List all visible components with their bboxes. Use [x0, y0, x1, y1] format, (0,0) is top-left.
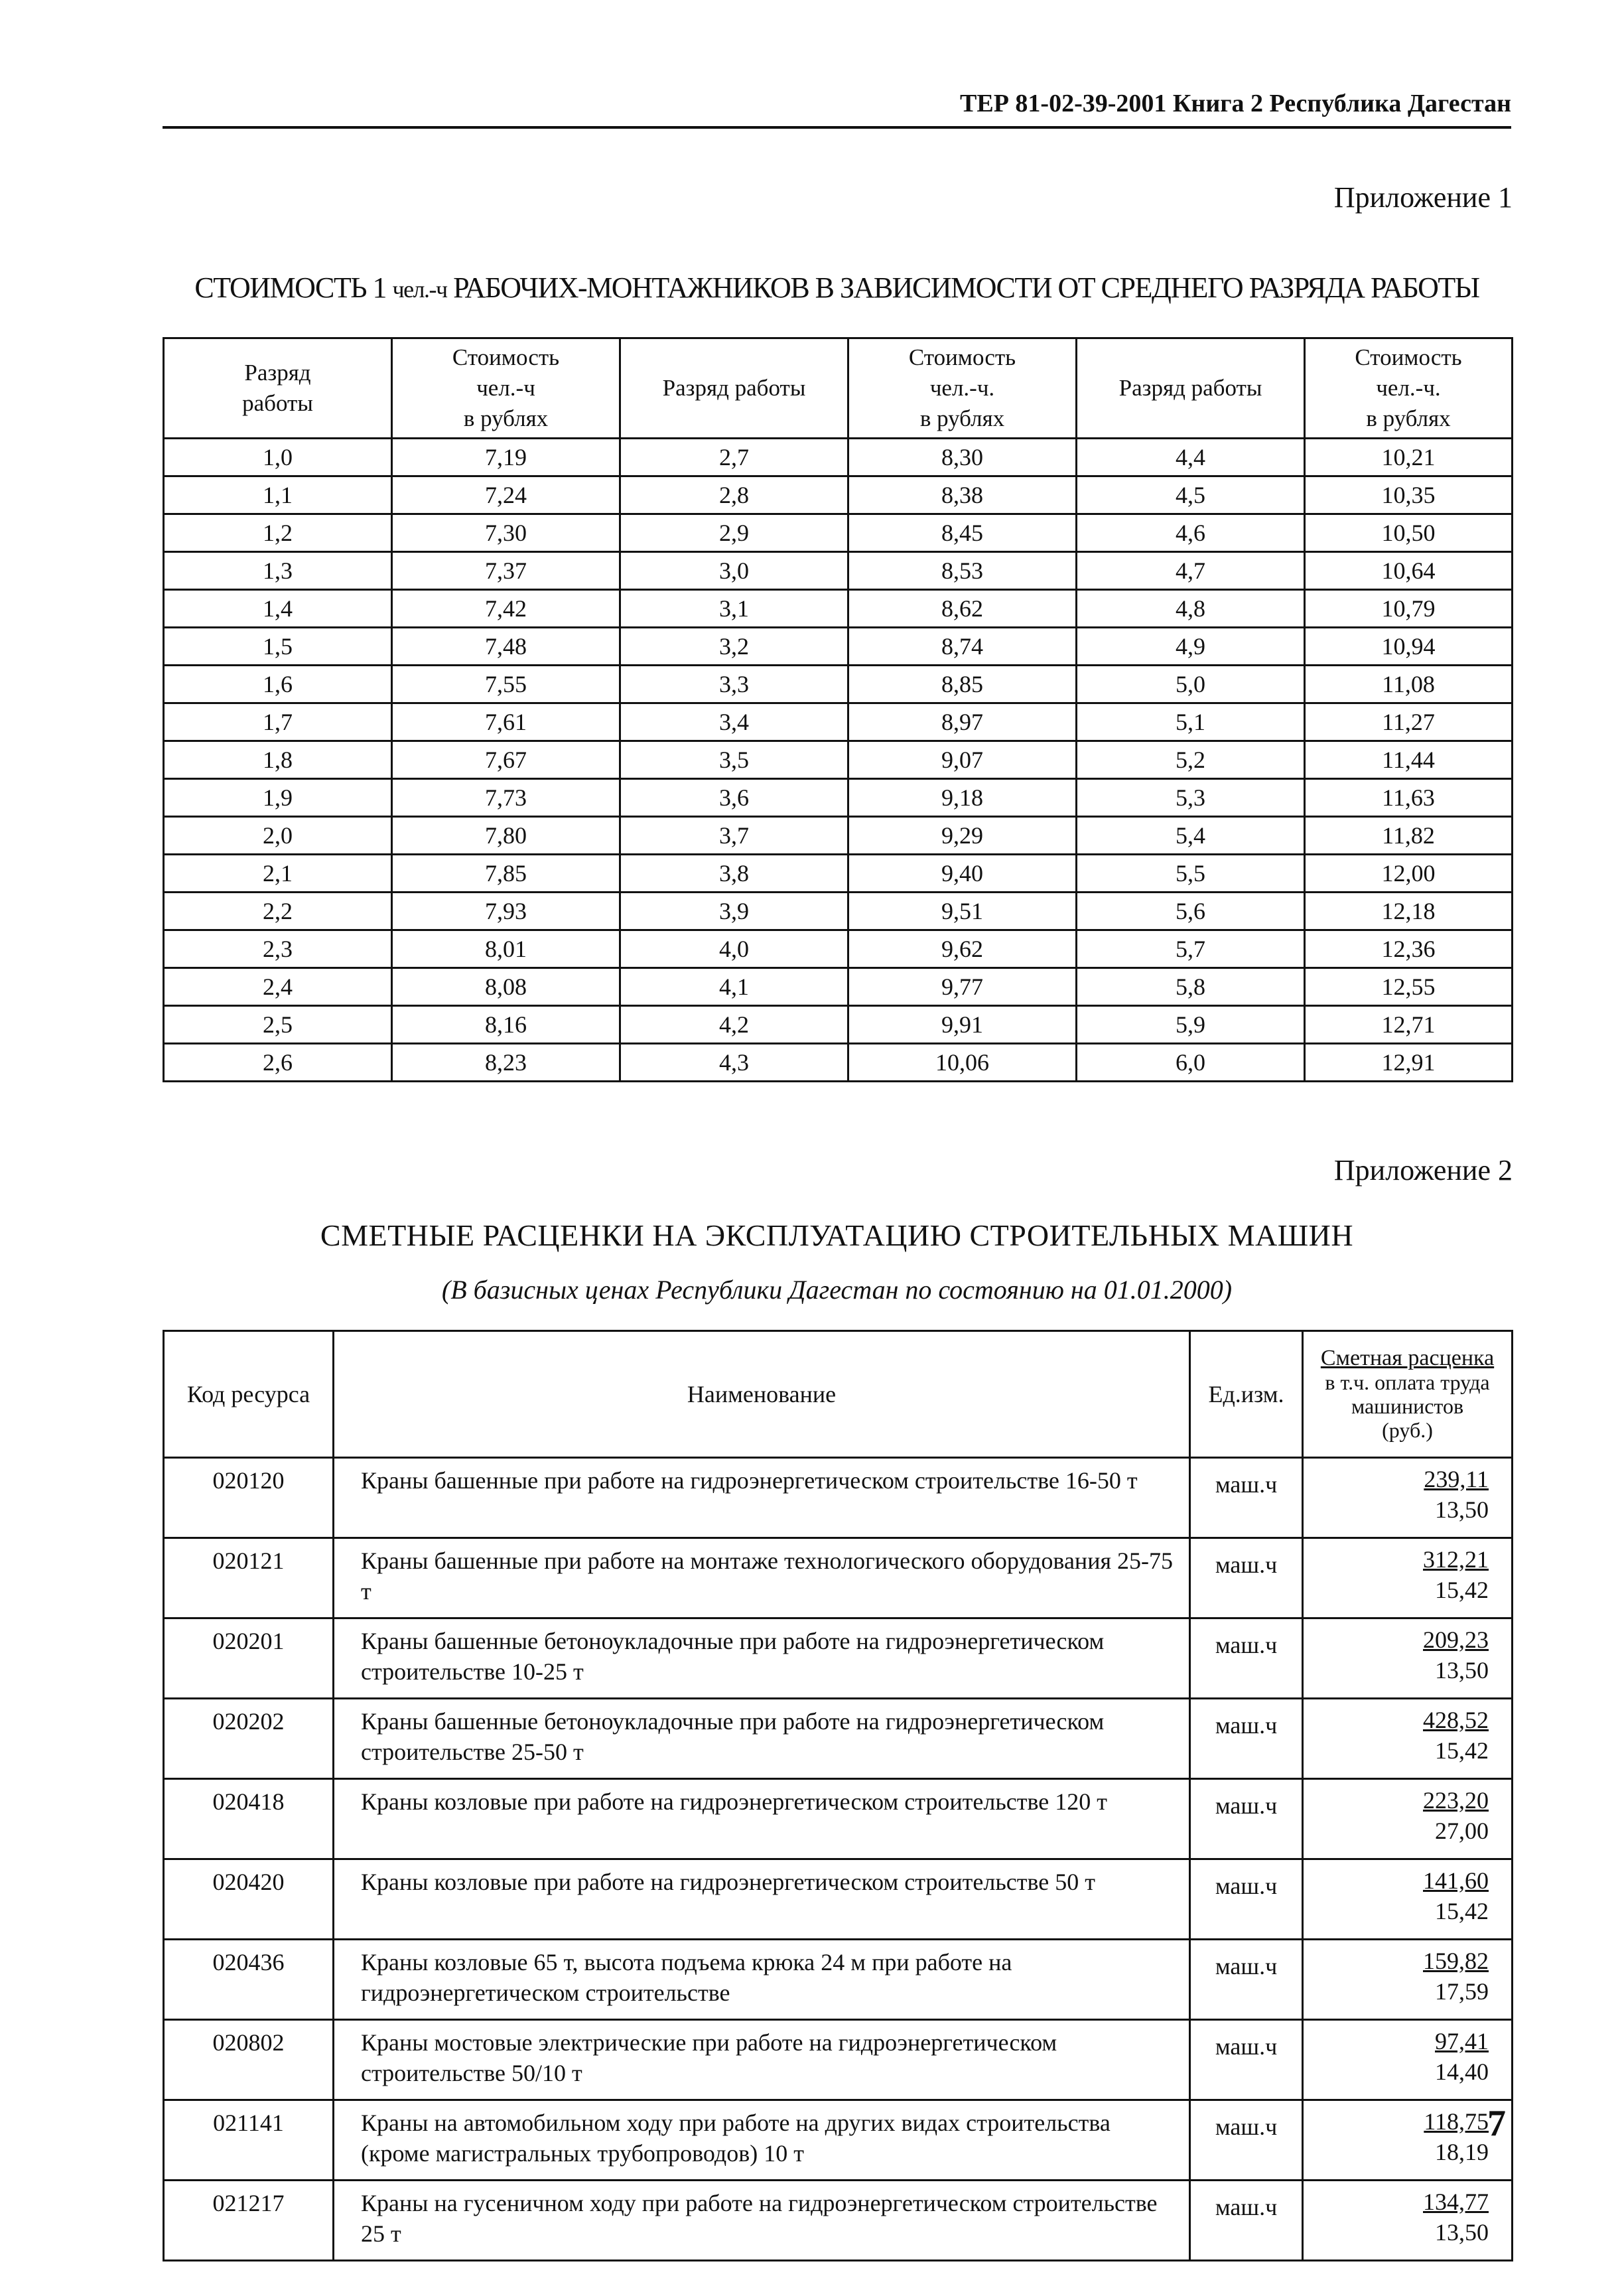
rate-price: 223,20 — [1423, 1787, 1489, 1814]
col-header-line: Стоимость — [908, 344, 1016, 370]
col-header-unit: Ед.изм. — [1190, 1331, 1303, 1458]
cost-cell: 7,19 — [392, 439, 620, 476]
cost-cell: 8,01 — [392, 930, 620, 968]
table-row — [164, 2181, 1513, 2261]
col-header-rate-title: Сметная расценка — [1320, 1346, 1495, 1370]
unit-cell: маш.ч — [1190, 2181, 1303, 2261]
col-header-line: чел.-ч — [476, 375, 535, 401]
col-header-cost — [848, 338, 1077, 439]
cost-cell: 7,48 — [392, 628, 620, 666]
table-row — [164, 1940, 1513, 2020]
resource-code-cell: 020202 — [164, 1699, 334, 1779]
table-row — [164, 1458, 1513, 1538]
resource-name-cell: Краны на автомобильном ходу при работе на других видах строительства (кроме магистральных трубопроводов) 10 т — [334, 2100, 1190, 2181]
cost-cell: 7,67 — [392, 741, 620, 779]
cost-cell: 7,61 — [392, 703, 620, 741]
grade-cell: 2,4 — [164, 968, 392, 1006]
cost-cell: 8,08 — [392, 968, 620, 1006]
grade-cell: 1,3 — [164, 552, 392, 590]
grade-cell: 1,0 — [164, 439, 392, 476]
resource-code-cell: 020121 — [164, 1538, 334, 1618]
col-header-line: в рублях — [919, 405, 1005, 431]
cost-cell: 12,00 — [1305, 855, 1513, 893]
resource-code-cell: 020120 — [164, 1458, 334, 1538]
cost-cell: 10,94 — [1305, 628, 1513, 666]
table-row — [164, 2100, 1513, 2181]
grade-cell: 4,5 — [1077, 476, 1305, 514]
grade-cell: 4,1 — [620, 968, 848, 1006]
rate-price: 209,23 — [1423, 1626, 1489, 1653]
unit-cell: маш.ч — [1190, 2020, 1303, 2100]
table-row — [164, 1006, 1513, 1044]
grade-cell: 3,0 — [620, 552, 848, 590]
rate-wage: 13,50 — [1435, 1657, 1489, 1684]
grade-cell: 4,8 — [1077, 590, 1305, 628]
cost-cell: 7,24 — [392, 476, 620, 514]
table-row — [164, 1779, 1513, 1859]
cost-cell: 7,55 — [392, 666, 620, 703]
appendix-1-title-rest: РАБОЧИХ-МОНТАЖНИКОВ В ЗАВИСИМОСТИ ОТ СРЕДНЕГО РАЗРЯДА РАБОТЫ — [446, 271, 1479, 304]
table-row — [164, 1618, 1513, 1699]
unit-cell: маш.ч — [1190, 1538, 1303, 1618]
grade-cell: 1,1 — [164, 476, 392, 514]
cost-cell: 10,21 — [1305, 439, 1513, 476]
resource-code-cell: 021217 — [164, 2181, 334, 2261]
table-row — [164, 1044, 1513, 1082]
grade-cell: 2,6 — [164, 1044, 392, 1082]
grade-cell: 2,8 — [620, 476, 848, 514]
cost-cell: 8,45 — [848, 514, 1077, 552]
cost-cell: 9,18 — [848, 779, 1077, 817]
grade-cell: 2,1 — [164, 855, 392, 893]
grade-cell: 3,4 — [620, 703, 848, 741]
appendix-2-subtitle: (В базисных ценах Республики Дагестан по состоянию на 01.01.2000) — [441, 1275, 1233, 1305]
rate-cell — [1303, 2020, 1513, 2100]
col-header-line: чел.-ч. — [929, 375, 995, 401]
cost-cell: 8,16 — [392, 1006, 620, 1044]
rate-wage: 27,00 — [1435, 1818, 1489, 1844]
grade-cell: 2,9 — [620, 514, 848, 552]
cost-cell: 11,08 — [1305, 666, 1513, 703]
resource-name-cell: Краны на гусеничном ходу при работе на гидроэнергетическом строительстве 25 т — [334, 2181, 1190, 2261]
unit-cell: маш.ч — [1190, 1618, 1303, 1699]
rate-wage: 13,50 — [1435, 2219, 1489, 2246]
grade-cell: 4,4 — [1077, 439, 1305, 476]
cost-cell: 7,85 — [392, 855, 620, 893]
grade-cell: 5,7 — [1077, 930, 1305, 968]
unit-cell: маш.ч — [1190, 1940, 1303, 2020]
table-row — [164, 476, 1513, 514]
rate-price: 118,75 — [1424, 2108, 1489, 2135]
appendix-1-label: Приложение 1 — [1333, 181, 1513, 214]
col-header-line: работы — [242, 390, 313, 416]
cost-cell: 10,35 — [1305, 476, 1513, 514]
cost-cell: 7,93 — [392, 893, 620, 930]
grade-cell: 1,8 — [164, 741, 392, 779]
cost-cell: 9,77 — [848, 968, 1077, 1006]
resource-code-cell: 020418 — [164, 1779, 334, 1859]
cost-cell: 12,36 — [1305, 930, 1513, 968]
machine-rates-header-row — [164, 1331, 1513, 1458]
appendix-1-title-prefix: СТОИМОСТЬ 1 — [194, 271, 393, 304]
grade-cell: 1,9 — [164, 779, 392, 817]
grade-cell: 2,2 — [164, 893, 392, 930]
grade-cell: 3,3 — [620, 666, 848, 703]
rate-cell — [1303, 2100, 1513, 2181]
appendix-2-label: Приложение 2 — [1333, 1154, 1513, 1186]
col-header-line: в рублях — [1366, 405, 1451, 431]
grade-cell: 5,4 — [1077, 817, 1305, 855]
cost-cell: 12,55 — [1305, 968, 1513, 1006]
grade-cell: 2,5 — [164, 1006, 392, 1044]
col-header-line: Стоимость — [452, 344, 560, 370]
table-row — [164, 2020, 1513, 2100]
col-header-grade — [164, 338, 392, 439]
page-number: 7 — [1487, 2103, 1506, 2144]
appendix-2-title: СМЕТНЫЕ РАСЦЕНКИ НА ЭКСПЛУАТАЦИЮ СТРОИТЕЛЬНЫХ МАШИН — [320, 1218, 1354, 1252]
grade-cell: 4,6 — [1077, 514, 1305, 552]
table-row — [164, 439, 1513, 476]
table-row — [164, 855, 1513, 893]
col-header-grade: Разряд работы — [620, 338, 848, 439]
grade-cell: 4,9 — [1077, 628, 1305, 666]
rate-cell — [1303, 1618, 1513, 1699]
rate-wage: 15,42 — [1435, 1737, 1489, 1764]
rate-cell — [1303, 2181, 1513, 2261]
cost-cell: 9,40 — [848, 855, 1077, 893]
rate-cell — [1303, 1859, 1513, 1940]
appendix-1-title — [163, 271, 1511, 305]
cost-cell: 9,29 — [848, 817, 1077, 855]
table-row — [164, 1538, 1513, 1618]
cost-cell: 9,91 — [848, 1006, 1077, 1044]
table-row — [164, 1699, 1513, 1779]
rate-cell — [1303, 1458, 1513, 1538]
cost-cell: 8,74 — [848, 628, 1077, 666]
rate-cell — [1303, 1940, 1513, 2020]
rate-wage: 13,50 — [1435, 1496, 1489, 1523]
rate-price: 141,60 — [1423, 1867, 1489, 1894]
grade-cell: 2,0 — [164, 817, 392, 855]
cost-cell: 10,79 — [1305, 590, 1513, 628]
col-header-code: Код ресурса — [164, 1331, 334, 1458]
col-header-grade: Разряд работы — [1077, 338, 1305, 439]
grade-cell: 2,7 — [620, 439, 848, 476]
table-row — [164, 741, 1513, 779]
rate-price: 312,21 — [1423, 1546, 1489, 1573]
col-header-line: (руб.) — [1382, 1418, 1433, 1442]
machine-rates-table — [163, 1330, 1513, 2261]
cost-cell: 8,30 — [848, 439, 1077, 476]
cost-cell: 9,51 — [848, 893, 1077, 930]
table-row — [164, 628, 1513, 666]
col-header-line: в т.ч. оплата труда — [1325, 1370, 1490, 1394]
grade-cell: 2,3 — [164, 930, 392, 968]
table-row — [164, 666, 1513, 703]
resource-code-cell: 020436 — [164, 1940, 334, 2020]
col-header-line: Разряд — [244, 360, 311, 386]
cost-cell: 11,44 — [1305, 741, 1513, 779]
grade-cell: 1,5 — [164, 628, 392, 666]
cost-cell: 7,37 — [392, 552, 620, 590]
table-row — [164, 779, 1513, 817]
cost-cell: 8,85 — [848, 666, 1077, 703]
col-header-line: машинистов — [1351, 1394, 1464, 1418]
cost-cell: 7,42 — [392, 590, 620, 628]
grade-cell: 3,7 — [620, 817, 848, 855]
cost-cell: 12,91 — [1305, 1044, 1513, 1082]
running-header — [163, 80, 1511, 129]
resource-code-cell: 021141 — [164, 2100, 334, 2181]
cost-cell: 7,30 — [392, 514, 620, 552]
col-header-line: Стоимость — [1355, 344, 1462, 370]
grade-cell: 5,1 — [1077, 703, 1305, 741]
labor-cost-header-row — [164, 338, 1513, 439]
cost-cell: 8,62 — [848, 590, 1077, 628]
grade-cell: 1,4 — [164, 590, 392, 628]
col-header-rate — [1303, 1331, 1513, 1458]
grade-cell: 5,0 — [1077, 666, 1305, 703]
grade-cell: 4,7 — [1077, 552, 1305, 590]
cost-cell: 10,64 — [1305, 552, 1513, 590]
grade-cell: 3,2 — [620, 628, 848, 666]
table-row — [164, 514, 1513, 552]
table-row — [164, 703, 1513, 741]
grade-cell: 3,8 — [620, 855, 848, 893]
grade-cell: 3,1 — [620, 590, 848, 628]
unit-cell: маш.ч — [1190, 2100, 1303, 2181]
grade-cell: 4,0 — [620, 930, 848, 968]
resource-code-cell: 020802 — [164, 2020, 334, 2100]
rate-wage: 14,40 — [1435, 2058, 1489, 2085]
cost-cell: 7,80 — [392, 817, 620, 855]
col-header-cost — [1305, 338, 1513, 439]
cost-cell: 7,73 — [392, 779, 620, 817]
col-header-name: Наименование — [334, 1331, 1190, 1458]
rate-price: 97,41 — [1435, 2028, 1489, 2054]
resource-name-cell: Краны козловые при работе на гидроэнергетическом строительстве 120 т — [334, 1779, 1190, 1859]
grade-cell: 4,2 — [620, 1006, 848, 1044]
appendix-1-title-unit: чел.-ч — [392, 276, 447, 303]
grade-cell: 1,6 — [164, 666, 392, 703]
grade-cell: 5,9 — [1077, 1006, 1305, 1044]
cost-cell: 11,27 — [1305, 703, 1513, 741]
grade-cell: 6,0 — [1077, 1044, 1305, 1082]
table-row — [164, 817, 1513, 855]
rate-cell — [1303, 1699, 1513, 1779]
cost-cell: 12,71 — [1305, 1006, 1513, 1044]
cost-cell: 11,63 — [1305, 779, 1513, 817]
table-row — [164, 968, 1513, 1006]
header-text: ТЕР 81-02-39-2001 Книга 2 Республика Дагестан — [960, 90, 1511, 117]
rate-cell — [1303, 1538, 1513, 1618]
rate-price: 239,11 — [1424, 1466, 1489, 1492]
rate-wage: 15,42 — [1435, 1577, 1489, 1603]
cost-cell: 9,62 — [848, 930, 1077, 968]
cost-cell: 12,18 — [1305, 893, 1513, 930]
resource-code-cell: 020201 — [164, 1618, 334, 1699]
grade-cell: 5,6 — [1077, 893, 1305, 930]
cost-cell: 9,07 — [848, 741, 1077, 779]
unit-cell: маш.ч — [1190, 1779, 1303, 1859]
rate-wage: 15,42 — [1435, 1898, 1489, 1924]
labor-cost-table — [163, 337, 1513, 1082]
grade-cell: 5,5 — [1077, 855, 1305, 893]
grade-cell: 5,8 — [1077, 968, 1305, 1006]
rate-wage: 17,59 — [1435, 1978, 1489, 2005]
col-header-line: чел.-ч. — [1376, 375, 1441, 401]
resource-name-cell: Краны козловые 65 т, высота подъема крюка 24 м при работе на гидроэнергетическом строительстве — [334, 1940, 1190, 2020]
grade-cell: 3,9 — [620, 893, 848, 930]
grade-cell: 5,3 — [1077, 779, 1305, 817]
table-row — [164, 893, 1513, 930]
table-row — [164, 552, 1513, 590]
cost-cell: 8,38 — [848, 476, 1077, 514]
table-row — [164, 930, 1513, 968]
cost-cell: 8,23 — [392, 1044, 620, 1082]
grade-cell: 4,3 — [620, 1044, 848, 1082]
col-header-line: в рублях — [463, 405, 549, 431]
resource-name-cell: Краны башенные при работе на монтаже технологического оборудования 25-75 т — [334, 1538, 1190, 1618]
rate-wage: 18,19 — [1435, 2139, 1489, 2165]
resource-name-cell: Краны мостовые электрические при работе на гидроэнергетическом строительстве 50/10 т — [334, 2020, 1190, 2100]
resource-name-cell: Краны башенные при работе на гидроэнергетическом строительстве 16-50 т — [334, 1458, 1190, 1538]
cost-cell: 10,50 — [1305, 514, 1513, 552]
grade-cell: 3,5 — [620, 741, 848, 779]
grade-cell: 3,6 — [620, 779, 848, 817]
rate-price: 159,82 — [1423, 1948, 1489, 1974]
unit-cell: маш.ч — [1190, 1859, 1303, 1940]
resource-name-cell: Краны козловые при работе на гидроэнергетическом строительстве 50 т — [334, 1859, 1190, 1940]
rate-price: 428,52 — [1423, 1707, 1489, 1733]
cost-cell: 8,53 — [848, 552, 1077, 590]
rate-price: 134,77 — [1423, 2188, 1489, 2215]
grade-cell: 5,2 — [1077, 741, 1305, 779]
cost-cell: 11,82 — [1305, 817, 1513, 855]
cost-cell: 10,06 — [848, 1044, 1077, 1082]
resource-name-cell: Краны башенные бетоноукладочные при работе на гидроэнергетическом строительстве 10-25 т — [334, 1618, 1190, 1699]
table-row — [164, 590, 1513, 628]
unit-cell: маш.ч — [1190, 1458, 1303, 1538]
grade-cell: 1,7 — [164, 703, 392, 741]
grade-cell: 1,2 — [164, 514, 392, 552]
resource-name-cell: Краны башенные бетоноукладочные при работе на гидроэнергетическом строительстве 25-50 т — [334, 1699, 1190, 1779]
table-row — [164, 1859, 1513, 1940]
resource-code-cell: 020420 — [164, 1859, 334, 1940]
cost-cell: 8,97 — [848, 703, 1077, 741]
rate-cell — [1303, 1779, 1513, 1859]
col-header-cost — [392, 338, 620, 439]
unit-cell: маш.ч — [1190, 1699, 1303, 1779]
